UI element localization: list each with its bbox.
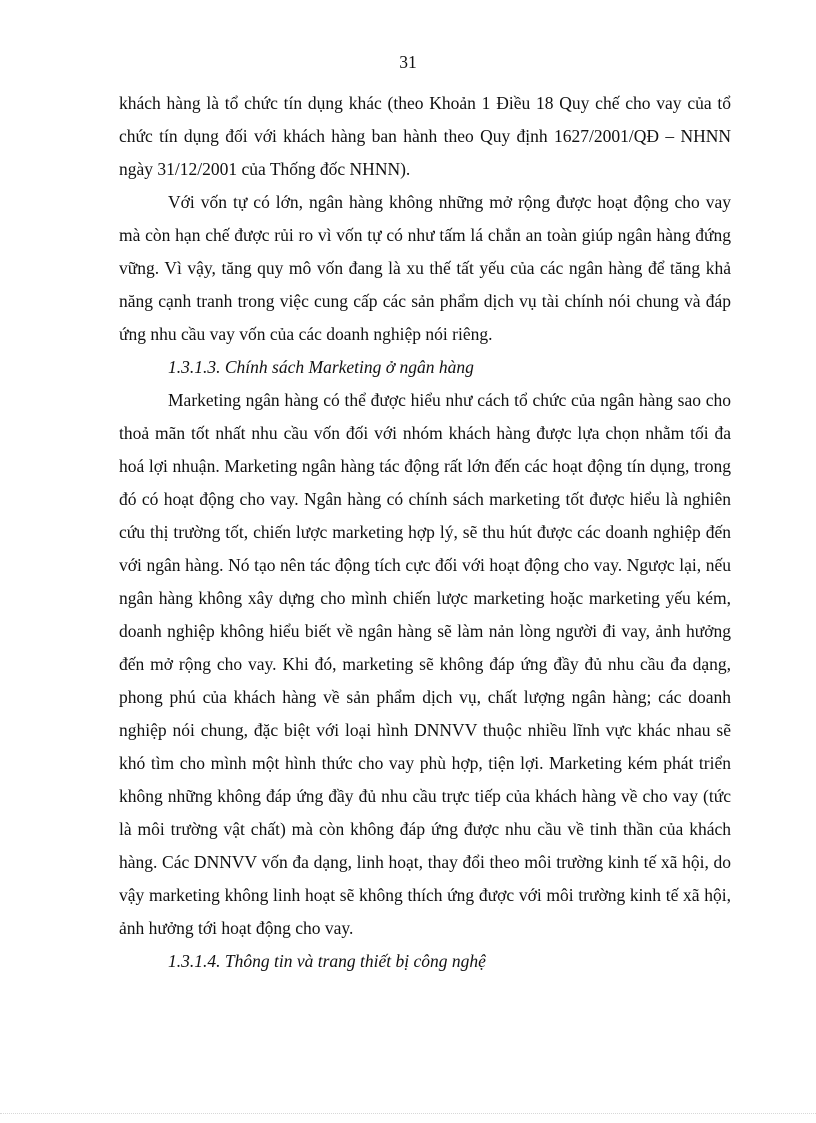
- page-bottom-divider: [0, 1113, 816, 1114]
- paragraph-continuation: khách hàng là tổ chức tín dụng khác (theo Khoản 1 Điều 18 Quy chế cho vay của tổ chức tín dụng đối với khách hàng ban hành theo Quy định 1627/2001/QĐ – NHNN ngày 31/12/2001 của Thống đốc NHNN).: [119, 93, 731, 179]
- document-body: [119, 87, 731, 978]
- section-heading-technology: 1.3.1.4. Thông tin và trang thiết bị công nghệ: [168, 951, 486, 971]
- paragraph-marketing: Marketing ngân hàng có thể được hiểu như cách tổ chức của ngân hàng sao cho thoả mãn tốt nhất nhu cầu vốn đối với nhóm khách hàng được lựa chọn nhằm tối đa hoá lợi nhuận. Marketing ngân hàng tác động rất lớn đến các hoạt động tín dụng, trong đó có hoạt động cho vay. Ngân hàng có chính sách marketing tốt được hiểu là nghiên cứu thị trường tốt, chiến lược marketing hợp lý, sẽ thu hút được các doanh nghiệp đến với ngân hàng. Nó tạo nên tác động tích cực đối với hoạt động cho vay. Ngược lại, nếu ngân hàng không xây dựng cho mình chiến lược marketing hoặc marketing yếu kém, doanh nghiệp không hiểu biết về ngân hàng sẽ làm nản lòng người đi vay, ảnh hưởng đến mở rộng cho vay. Khi đó, marketing sẽ không đáp ứng đầy đủ nhu cầu đa dạng, phong phú của khách hàng về sản phẩm dịch vụ, chất lượng ngân hàng; các doanh nghiệp nói chung, đặc biệt với loại hình DNNVV thuộc nhiều lĩnh vực khác nhau sẽ khó tìm cho mình một hình thức cho vay phù hợp, tiện lợi. Marketing kém phát triển không những không đáp ứng đầy đủ nhu cầu trực tiếp của khách hàng về cho vay (tức là môi trường vật chất) mà còn không đáp ứng được nhu cầu về tinh thần của khách hàng. Các DNNVV vốn đa dạng, linh hoạt, thay đổi theo môi trường kinh tế xã hội, do vậy marketing không linh hoạt sẽ không thích ứng được với môi trường kinh tế xã hội, ảnh hưởng tới hoạt động cho vay.: [119, 390, 731, 938]
- paragraph-own-capital: Với vốn tự có lớn, ngân hàng không những mở rộng được hoạt động cho vay mà còn hạn chế được rủi ro vì vốn tự có như tấm lá chắn an toàn giúp ngân hàng đứng vững. Vì vậy, tăng quy mô vốn đang là xu thế tất yếu của các ngân hàng để tăng khả năng cạnh tranh trong việc cung cấp các sản phẩm dịch vụ tài chính nói chung và đáp ứng nhu cầu vay vốn của các doanh nghiệp nói riêng.: [119, 192, 731, 344]
- page-number: 31: [399, 52, 417, 72]
- section-heading-marketing: 1.3.1.3. Chính sách Marketing ở ngân hàng: [168, 357, 474, 377]
